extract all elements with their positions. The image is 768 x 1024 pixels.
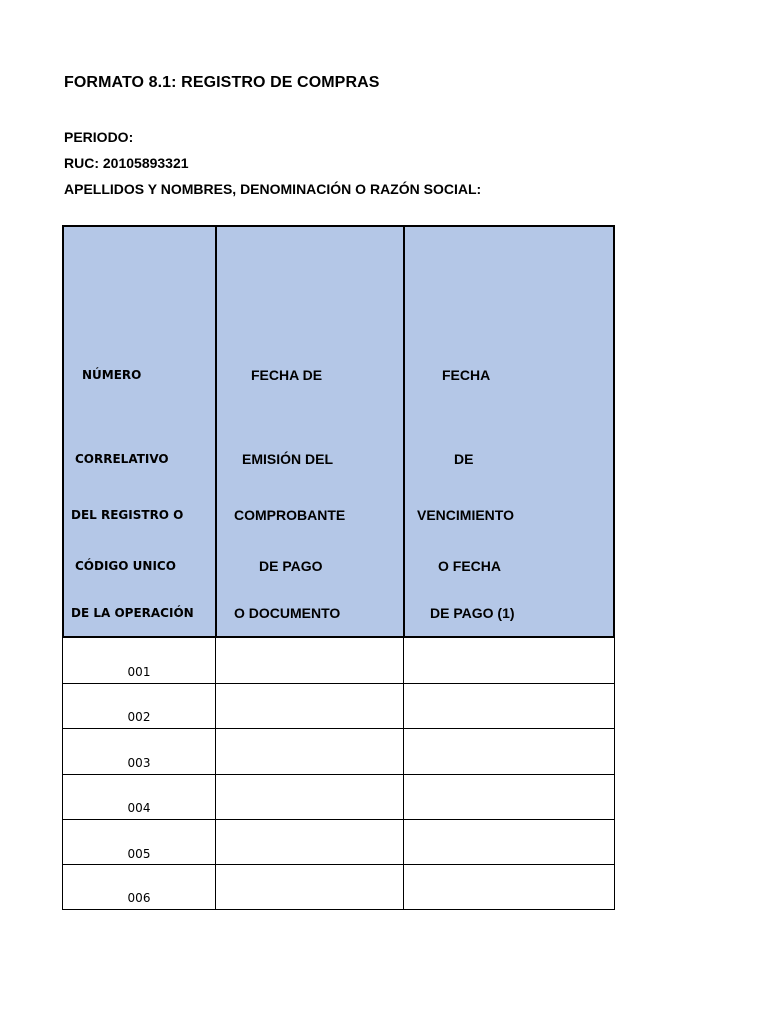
header-col3-line2: DE [454,451,474,467]
page-title: FORMATO 8.1: REGISTRO DE COMPRAS [64,74,380,91]
purchase-register-table [62,225,615,910]
header-divider [403,225,405,638]
table-row-number: 002 [127,710,151,724]
table-row-number: 005 [127,847,151,861]
table-row-number: 004 [127,801,151,815]
header-divider [215,225,217,638]
table-row-number: 003 [127,756,151,770]
header-col3-line1: FECHA [442,367,491,383]
header-col3-line3: VENCIMIENTO [417,507,514,523]
header-col2-line1: FECHA DE [251,367,323,383]
header-col3-line4: O FECHA [438,558,501,574]
row-separator [62,728,615,729]
ruc-line: RUC: 20105893321 [64,155,189,171]
header-col2-line5: O DOCUMENTO [234,605,341,621]
header-col1-line5: DE LA OPERACIÓN [71,606,194,620]
row-separator [62,774,615,775]
razon-social-label: APELLIDOS Y NOMBRES, DENOMINACIÓN O RAZÓN SOCIAL: [64,181,482,197]
table-row-number: 001 [127,665,151,679]
header-col2-line3: COMPROBANTE [234,507,346,523]
header-col1-line3: DEL REGISTRO O [71,508,184,522]
table-row-number: 006 [127,891,151,905]
row-separator [62,909,615,910]
periodo-label: PERIODO: [64,129,134,145]
row-separator [62,864,615,865]
table-header [62,225,615,638]
row-separator [62,819,615,820]
header-col3-line5: DE PAGO (1) [430,605,515,621]
header-col2-line4: DE PAGO [259,558,323,574]
header-col1-line4: CÓDIGO UNICO [75,559,176,573]
header-col1-line2: CORRELATIVO [75,452,169,466]
header-col2-line2: EMISIÓN DEL [242,451,334,467]
row-separator [62,683,615,684]
header-col1-line1: NÚMERO [82,368,142,382]
